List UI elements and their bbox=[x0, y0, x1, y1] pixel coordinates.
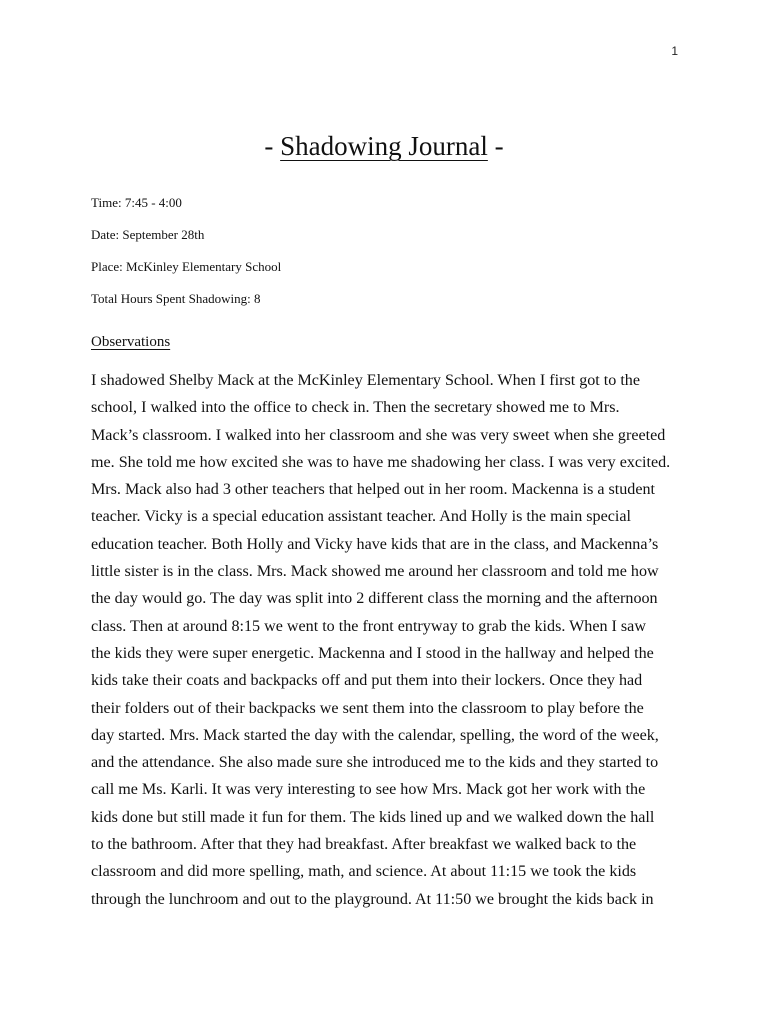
observations-body bbox=[91, 367, 677, 913]
body-text-line: call me Ms. Karli. It was very interesting to see how Mrs. Mack got her work with the bbox=[91, 781, 646, 799]
time-line: Time: 7:45 - 4:00 bbox=[91, 195, 182, 210]
body-text-line: classroom and did more spelling, math, and science. At about 11:15 we took the kids bbox=[91, 863, 637, 881]
title-prefix: - bbox=[264, 131, 281, 161]
body-text-line: little sister is in the class. Mrs. Mack showed me around her classroom and told me how bbox=[91, 563, 659, 581]
body-text-line: class. Then at around 8:15 we went to the front entryway to grab the kids. When I saw bbox=[91, 617, 646, 635]
page-title bbox=[0, 126, 768, 166]
body-text-line: the day would go. The day was split into 2 different class the morning and the afternoon bbox=[91, 590, 658, 608]
place-line: Place: McKinley Elementary School bbox=[91, 259, 282, 274]
journal-details bbox=[91, 193, 691, 321]
body-text-line: to the bathroom. After that they had breakfast. After breakfast we walked back to the bbox=[91, 836, 637, 854]
body-text-line: Mack’s classroom. I walked into her classroom and she was very sweet when she greeted bbox=[91, 426, 666, 444]
body-text-line: day started. Mrs. Mack started the day with the calendar, spelling, the word of the week, bbox=[91, 726, 659, 744]
body-text-line: me. She told me how excited she was to have me shadowing her class. I was very excited. bbox=[91, 453, 671, 471]
body-text-line: Mrs. Mack also had 3 other teachers that helped out in her room. Mackenna is a student bbox=[91, 481, 656, 499]
date-line: Date: September 28th bbox=[91, 227, 205, 242]
body-text-line: and the attendance. She also made sure she introduced me to the kids and they started to bbox=[91, 754, 659, 772]
body-text-line: their folders out of their backpacks we sent them into the classroom to play before the bbox=[91, 699, 644, 717]
body-text-line: education teacher. Both Holly and Vicky have kids that are in the class, and Mackenna’s bbox=[91, 535, 659, 553]
total-hours-line: Total Hours Spent Shadowing: 8 bbox=[91, 291, 261, 306]
observations-heading: Observations bbox=[91, 334, 171, 350]
body-text-line: the kids they were super energetic. Mackenna and I stood in the hallway and helped the bbox=[91, 644, 654, 662]
body-text-line: I shadowed Shelby Mack at the McKinley Elementary School. When I first got to the bbox=[91, 372, 640, 389]
title-suffix: - bbox=[487, 131, 504, 161]
body-text-line: kids take their coats and backpacks off and put them into their lockers. Once they had bbox=[91, 672, 643, 690]
title-text: Shadowing Journal bbox=[280, 131, 488, 161]
body-text-line: through the lunchroom and out to the playground. At 11:50 we brought the kids back in bbox=[91, 890, 654, 908]
body-text-line: teacher. Vicky is a special education assistant teacher. And Holly is the main special bbox=[91, 508, 631, 526]
body-text-line: kids done but still made it fun for them. The kids lined up and we walked down the hall bbox=[91, 808, 655, 826]
page-number: 1 bbox=[671, 44, 678, 58]
body-text-line: school, I walked into the office to check in. Then the secretary showed me to Mrs. bbox=[91, 399, 620, 417]
